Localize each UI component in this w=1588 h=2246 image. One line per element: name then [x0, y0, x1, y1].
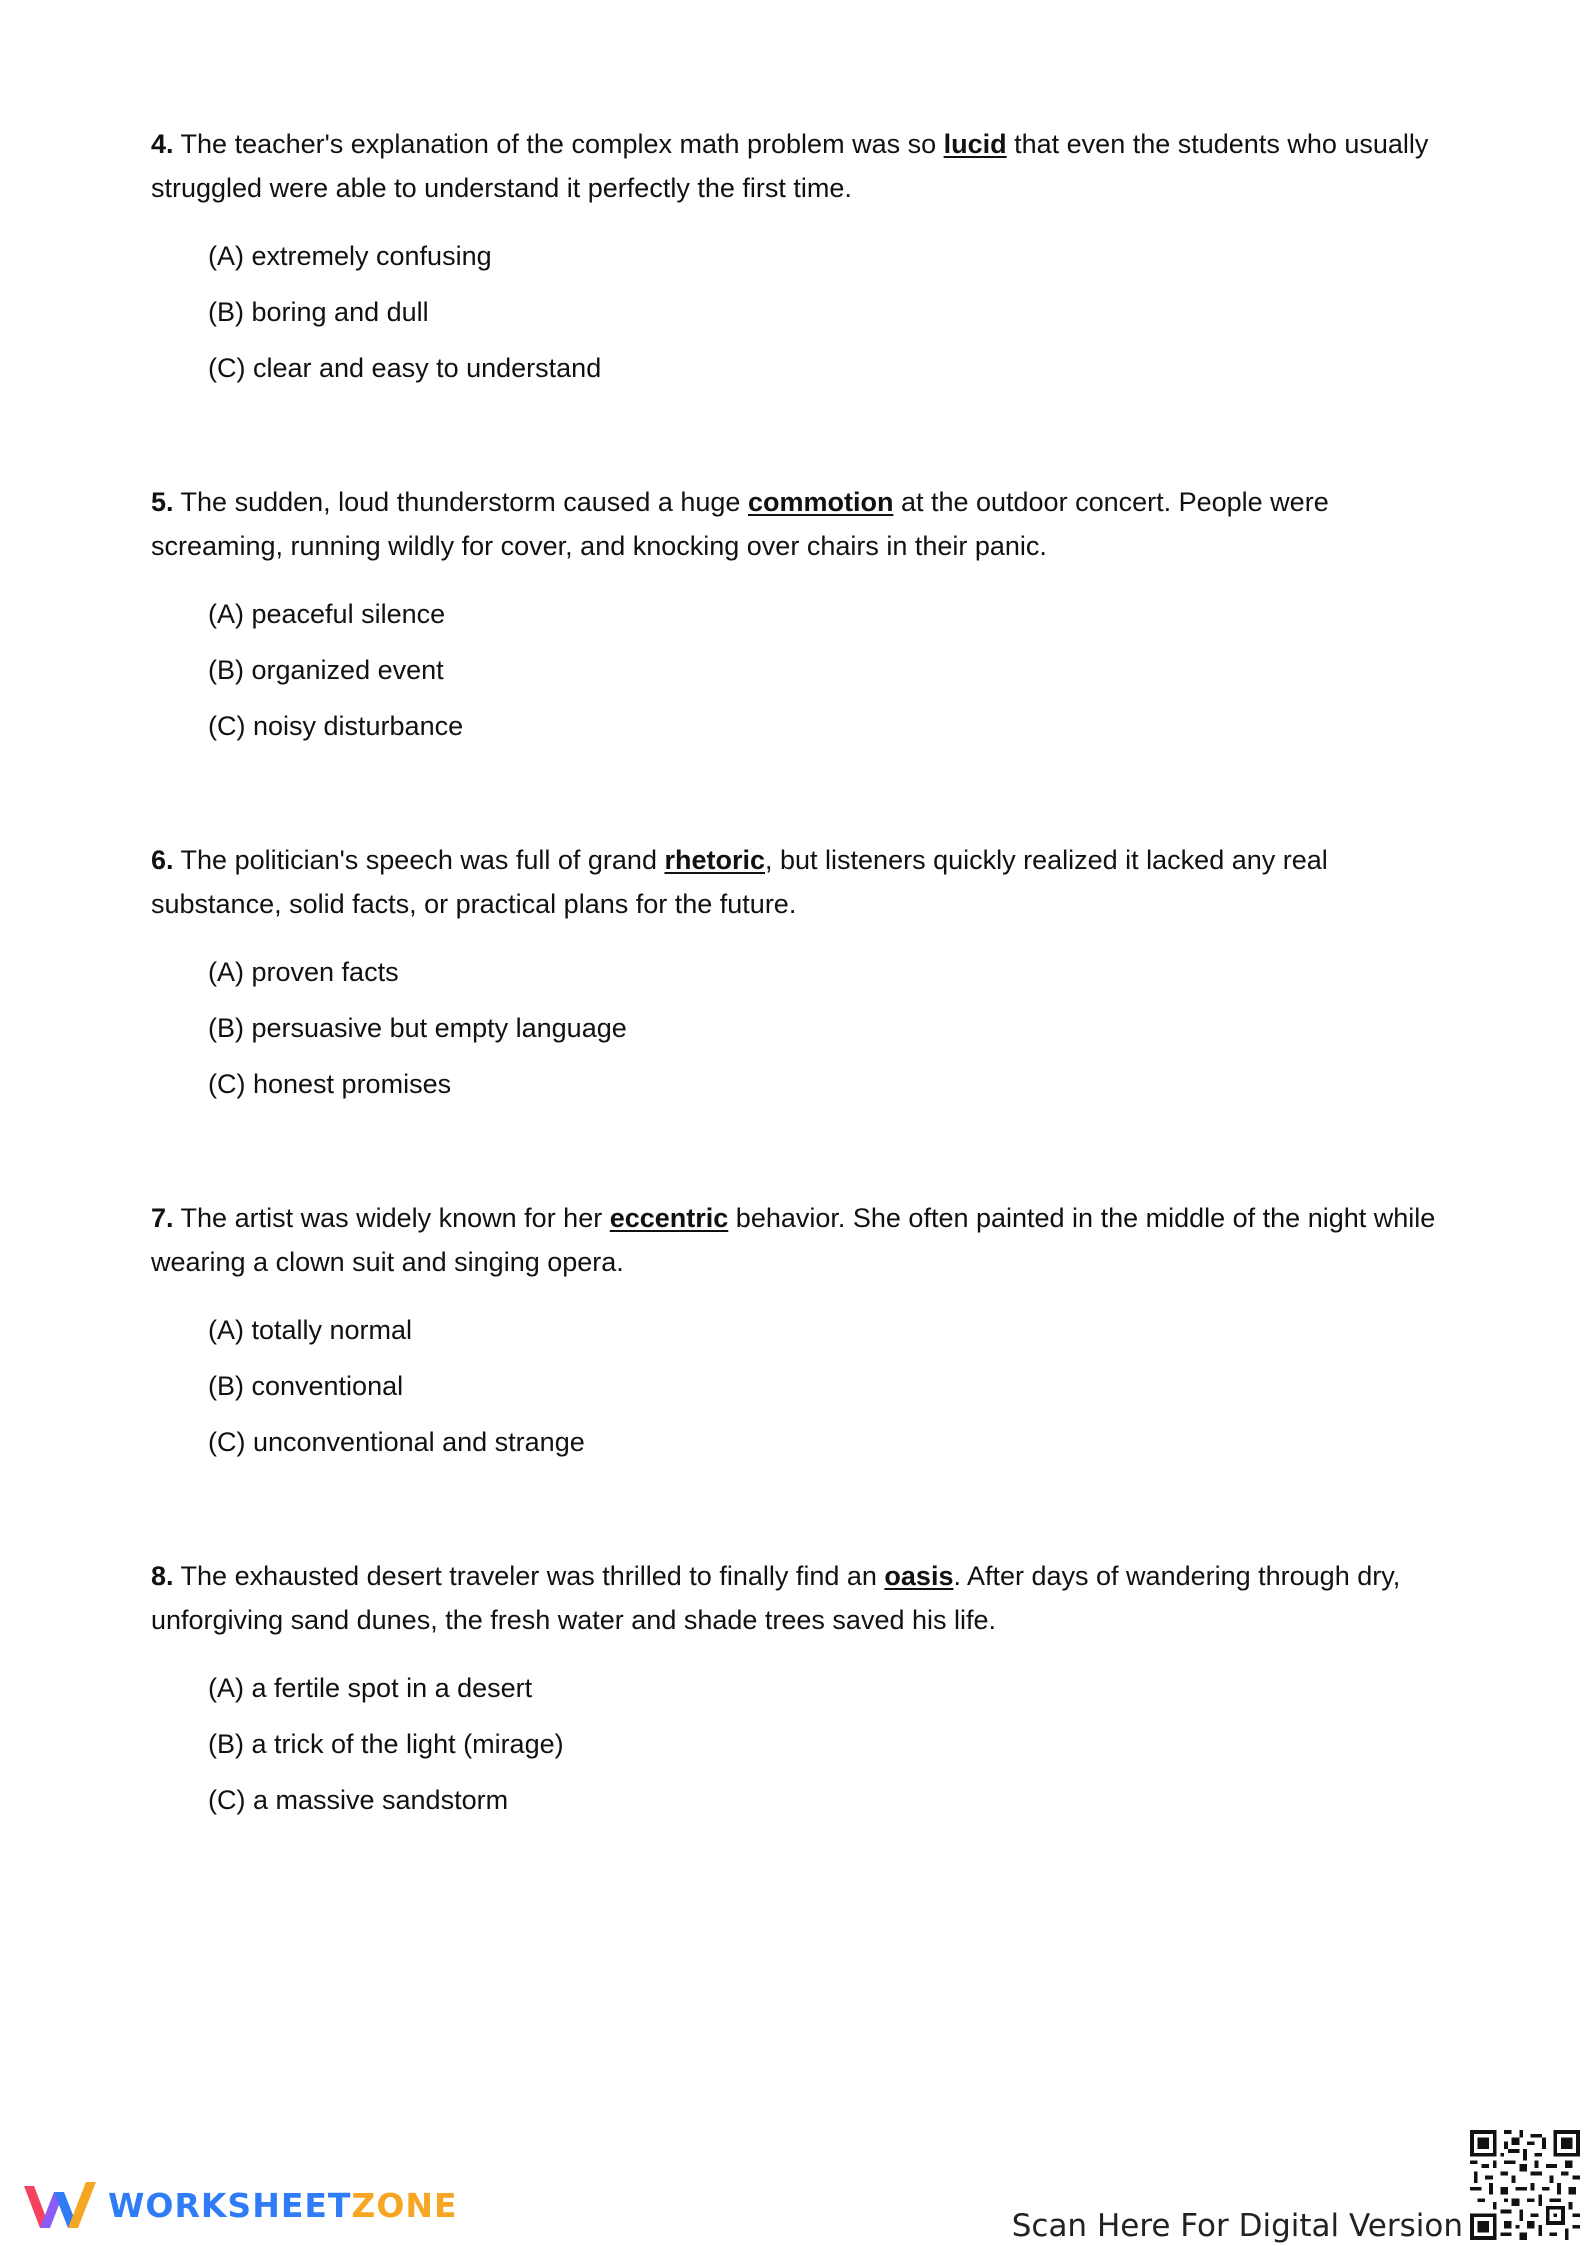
question-number: 4. [151, 129, 174, 159]
stem-text-before: The sudden, loud thunderstorm caused a huge [173, 487, 748, 517]
option-b[interactable]: (B) persuasive but empty language [208, 1013, 627, 1043]
question-stem [151, 1554, 1441, 1642]
stem-text-before: The politician's speech was full of grand [173, 845, 665, 875]
answer-options [151, 944, 1441, 1112]
question-number: 7. [151, 1203, 174, 1233]
question-4 [151, 122, 1441, 396]
question-5 [151, 480, 1441, 754]
option-a[interactable]: (A) proven facts [208, 957, 399, 987]
option-a[interactable]: (A) extremely confusing [208, 241, 492, 271]
option-c[interactable]: (C) a massive sandstorm [208, 1785, 509, 1815]
stem-text-after: behavior. She often painted in the middle of the night while wearing a clown suit and singing opera. [151, 1203, 1436, 1277]
question-6 [151, 838, 1441, 1112]
stem-text-after: . After days of wandering through dry, unforgiving sand dunes, the fresh water and shade trees saved his life. [151, 1561, 1401, 1635]
option-a[interactable]: (A) totally normal [208, 1315, 413, 1345]
stem-text-after: , but listeners quickly realized it lacked any real substance, solid facts, or practical plans for the future. [151, 845, 1328, 919]
answer-options [151, 1302, 1441, 1470]
option-c[interactable]: (C) unconventional and strange [208, 1427, 585, 1457]
question-stem [151, 122, 1441, 210]
vocabulary-word: commotion [747, 487, 894, 517]
brand-name-part1: WORKSHEET [108, 2186, 352, 2225]
question-list [151, 122, 1441, 1912]
question-stem [151, 480, 1441, 568]
option-b[interactable]: (B) a trick of the light (mirage) [208, 1729, 564, 1759]
question-stem [151, 838, 1441, 926]
stem-text-after: at the outdoor concert. People were screaming, running wildly for cover, and knocking over chairs in their panic. [151, 487, 1329, 561]
stem-text-after: that even the students who usually struggled were able to understand it perfectly the first time. [151, 129, 1429, 203]
question-number: 5. [151, 487, 174, 517]
stem-text-before: The exhausted desert traveler was thrilled to finally find an [173, 1561, 885, 1591]
option-a[interactable]: (A) peaceful silence [208, 599, 446, 629]
option-c[interactable]: (C) honest promises [208, 1069, 452, 1099]
option-c[interactable]: (C) noisy disturbance [208, 711, 464, 741]
option-b[interactable]: (B) conventional [208, 1371, 404, 1401]
stem-text-before: The teacher's explanation of the complex math problem was so [173, 129, 944, 159]
vocabulary-word: rhetoric [664, 845, 765, 875]
worksheetzone-logo-icon [20, 2178, 98, 2234]
question-7 [151, 1196, 1441, 1470]
question-8 [151, 1554, 1441, 1828]
option-c[interactable]: (C) clear and easy to understand [208, 353, 602, 383]
vocabulary-word: eccentric [609, 1203, 729, 1233]
question-stem [151, 1196, 1441, 1284]
question-number: 6. [151, 845, 174, 875]
option-b[interactable]: (B) organized event [208, 655, 444, 685]
option-b[interactable]: (B) boring and dull [208, 297, 429, 327]
brand-name-part2: ZONE [351, 2186, 458, 2225]
page-footer [0, 2130, 1588, 2246]
answer-options [151, 228, 1441, 396]
vocabulary-word: oasis [884, 1561, 954, 1591]
answer-options [151, 1660, 1441, 1828]
option-a[interactable]: (A) a fertile spot in a desert [208, 1673, 533, 1703]
brand-name [108, 2178, 458, 2234]
scan-instruction: Scan Here For Digital Version [1011, 2208, 1463, 2244]
brand-logo[interactable] [20, 2178, 458, 2234]
question-number: 8. [151, 1561, 174, 1591]
stem-text-before: The artist was widely known for her [173, 1203, 610, 1233]
vocabulary-word: lucid [943, 129, 1007, 159]
answer-options [151, 586, 1441, 754]
qr-code-icon[interactable] [1470, 2130, 1580, 2240]
